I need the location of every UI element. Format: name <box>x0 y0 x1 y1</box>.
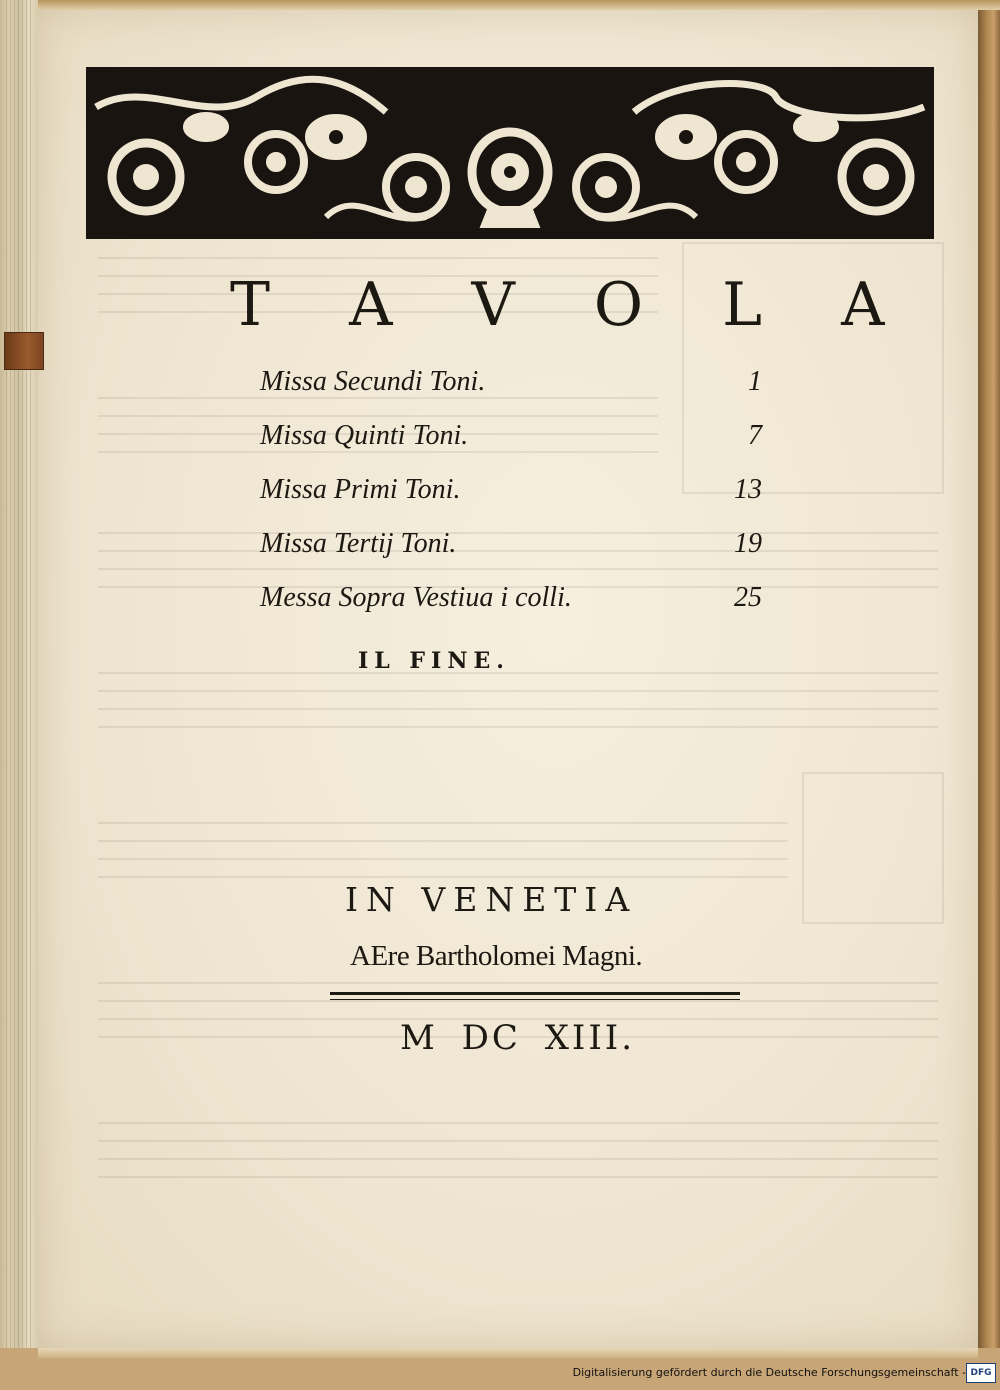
toc-entry-title: Missa Quinti Toni. <box>260 420 469 451</box>
bottom-page-edge <box>38 1348 978 1358</box>
imprint-printer: AEre Bartholomei Magni. <box>350 940 643 972</box>
toc-entry <box>260 522 780 576</box>
page-title: T A V O L A <box>230 270 915 340</box>
toc-entry-title: Missa Primi Toni. <box>260 474 461 505</box>
toc-entry-page: 1 <box>748 366 762 397</box>
toc-entry <box>260 576 780 630</box>
toc-entry-title: Missa Tertij Toni. <box>260 528 457 559</box>
ornament-scroll-icon <box>86 67 934 239</box>
book-cover-edge <box>978 0 1000 1390</box>
toc-entry-page: 7 <box>748 420 762 451</box>
toc-entry <box>260 468 780 522</box>
toc-entry-title: Missa Secundi Toni. <box>260 366 486 397</box>
toc-entry <box>260 360 780 414</box>
toc-entry-title: Messa Sopra Vestiua i colli. <box>260 582 572 613</box>
toc-entry-page: 25 <box>734 582 762 613</box>
toc-entry <box>260 414 780 468</box>
page-stack-lines <box>6 0 32 1390</box>
imprint-divider-rule <box>330 992 740 995</box>
end-note: IL FINE. <box>358 648 510 674</box>
imprint-city: IN VENETIA <box>345 880 638 919</box>
digitization-credit: Digitalisierung gefördert durch die Deutsche Forschungsgemeinschaft - <box>572 1366 966 1379</box>
toc-entry-page: 13 <box>734 474 762 505</box>
imprint-year: M DC XIII. <box>400 1018 636 1058</box>
bookmark-tab <box>4 332 44 370</box>
woodcut-headpiece-ornament <box>86 67 934 239</box>
top-page-edge <box>38 0 1000 10</box>
dfg-logo-icon: DFG <box>966 1363 996 1383</box>
toc-entry-page: 19 <box>734 528 762 559</box>
table-of-contents <box>260 360 780 630</box>
